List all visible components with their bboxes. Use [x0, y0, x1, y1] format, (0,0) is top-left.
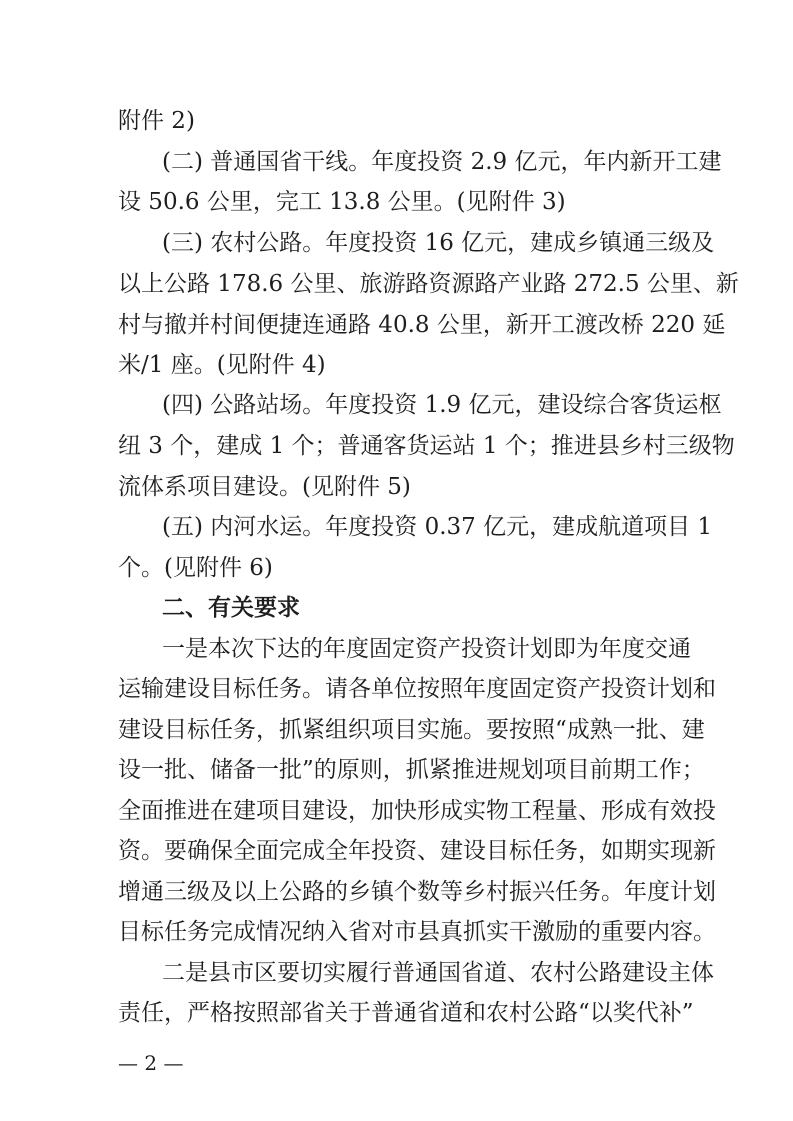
- text-line: 一是本次下达的年度固定资产投资计划即为年度交通: [162, 636, 691, 662]
- text-line: (二) 普通国省干线。年度投资 2.9 亿元，年内新开工建: [162, 149, 722, 175]
- text-line: 责任，严格按照部省关于普通省道和农村公路“以奖代补”: [118, 1000, 694, 1026]
- text-line: 目标任务完成情况纳入省对市县真抓实干激励的重要内容。: [118, 919, 716, 945]
- text-line: 附件 2): [118, 108, 195, 134]
- text-line: (五) 内河水运。年度投资 0.37 亿元，建成航道项目 1: [162, 514, 713, 540]
- text-line: 增通三级及以上公路的乡镇个数等乡村振兴任务。年度计划: [118, 879, 716, 905]
- text-line: 设一批、储备一批”的原则，抓紧推进规划项目前期工作；: [118, 757, 705, 783]
- text-line: 全面推进在建项目建设，加快形成实物工程量、形成有效投: [118, 798, 716, 824]
- text-line: 二是县市区要切实履行普通国省道、农村公路建设主体: [162, 960, 714, 986]
- text-line: 资。要确保全面完成全年投资、建设目标任务，如期实现新: [118, 838, 716, 864]
- text-line: (三) 农村公路。年度投资 16 亿元，建成乡镇通三级及: [162, 230, 715, 256]
- text-line: 纽 3 个，建成 1 个；普通客货运站 1 个；推进县乡村三级物: [118, 433, 735, 459]
- text-line: 以上公路 178.6 公里、旅游路资源路产业路 272.5 公里、新: [118, 271, 739, 297]
- text-line: 运输建设目标任务。请各单位按照年度固定资产投资计划和: [118, 676, 716, 702]
- text-line: 建设目标任务，抓紧组织项目实施。要按照“成熟一批、建: [118, 717, 705, 743]
- page-number: — 2 —: [118, 1051, 184, 1075]
- text-line: (四) 公路站场。年度投资 1.9 亿元，建设综合客货运枢: [162, 392, 722, 418]
- text-line: 米/1 座。(见附件 4): [118, 352, 326, 378]
- text-line: 设 50.6 公里，完工 13.8 公里。(见附件 3): [118, 189, 566, 215]
- section-heading: 二、有关要求: [162, 595, 300, 621]
- text-line: 流体系项目建设。(见附件 5): [118, 474, 411, 500]
- text-line: 个。(见附件 6): [118, 555, 273, 581]
- text-line: 村与撤并村间便捷连通路 40.8 公里，新开工渡改桥 220 延: [118, 312, 726, 338]
